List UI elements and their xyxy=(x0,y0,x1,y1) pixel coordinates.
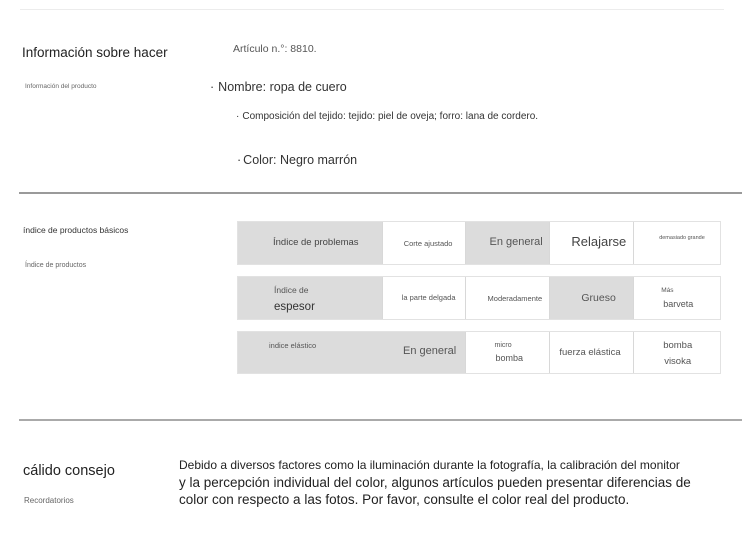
composition: Composición del tejido: tejido: piel de oveja; forro: lana de cordero. xyxy=(242,111,539,122)
basic-index-subtitle: Índice de productos xyxy=(25,262,87,269)
option-label-line1: bomba xyxy=(663,340,693,351)
article-number: Artículo n.°: 8810. xyxy=(233,43,317,55)
option-label-line2: barveta xyxy=(663,299,694,309)
tip-subtitle: Recordatorios xyxy=(24,496,74,505)
bullet: · xyxy=(210,80,215,94)
index-row-thickness xyxy=(237,276,721,320)
option-cell-selected[interactable] xyxy=(466,222,551,264)
option-cell[interactable] xyxy=(634,332,720,373)
product-name-item xyxy=(210,80,347,94)
row-label-cell xyxy=(238,222,383,264)
color-item xyxy=(237,153,357,167)
bullet: · xyxy=(236,111,240,122)
product-info-title: Información sobre hacer xyxy=(22,45,168,60)
tip-line: color con respecto a las fotos. Por favor, consulte el color real del producto. xyxy=(179,492,630,507)
index-row-elasticity xyxy=(237,331,721,374)
bullet: · xyxy=(237,153,242,167)
option-cell[interactable] xyxy=(466,277,551,319)
option-label-line1: Más xyxy=(661,287,674,294)
option-label: Moderadamente xyxy=(487,294,543,303)
option-label: Grueso xyxy=(581,292,616,304)
option-cell[interactable] xyxy=(383,277,466,319)
option-cell-selected[interactable] xyxy=(550,277,634,319)
option-label-line1: micro xyxy=(494,342,512,349)
basic-index-title: índice de productos básicos xyxy=(23,225,129,235)
option-cell[interactable] xyxy=(550,222,634,264)
option-label: En general xyxy=(489,236,543,248)
selected-option-label[interactable]: En general xyxy=(403,345,457,357)
index-row-fit xyxy=(237,221,721,265)
row-label: indice elástico xyxy=(269,341,317,350)
option-cell[interactable] xyxy=(383,222,466,264)
tip-line: y la percepción individual del color, algunos artículos pueden presentar diferencias de xyxy=(179,475,691,490)
row-label-line1: Índice de xyxy=(274,285,309,295)
row-label: Índice de problemas xyxy=(273,237,359,248)
section-divider xyxy=(19,192,742,194)
composition-item xyxy=(236,111,538,122)
option-cell[interactable] xyxy=(634,222,720,264)
option-cell[interactable] xyxy=(634,277,720,319)
row-label-cell xyxy=(238,277,383,319)
option-cell[interactable] xyxy=(550,332,634,373)
row-label-cell xyxy=(238,332,466,373)
option-label: Corte ajustado xyxy=(403,239,453,248)
tip-title: cálido consejo xyxy=(23,463,115,479)
tip-body xyxy=(179,457,724,508)
option-label-line2: bomba xyxy=(495,353,524,363)
color-value: Color: Negro marrón xyxy=(243,153,358,167)
option-cell[interactable] xyxy=(466,332,551,373)
row-label-line2: espesor xyxy=(274,301,315,313)
top-divider xyxy=(20,9,724,10)
option-label: Relajarse xyxy=(571,234,627,249)
product-info-subtitle: Información del producto xyxy=(25,83,97,90)
option-label: demasiado grande xyxy=(659,235,705,241)
option-label: la parte delgada xyxy=(401,293,456,302)
product-name: Nombre: ropa de cuero xyxy=(218,80,347,94)
option-label: fuerza elástica xyxy=(559,347,621,358)
tip-line: Debido a diversos factores como la iluminación durante la fotografía, la calibración del monitor xyxy=(179,458,680,472)
option-label-line2: visoka xyxy=(664,356,692,367)
section-divider xyxy=(19,419,742,421)
